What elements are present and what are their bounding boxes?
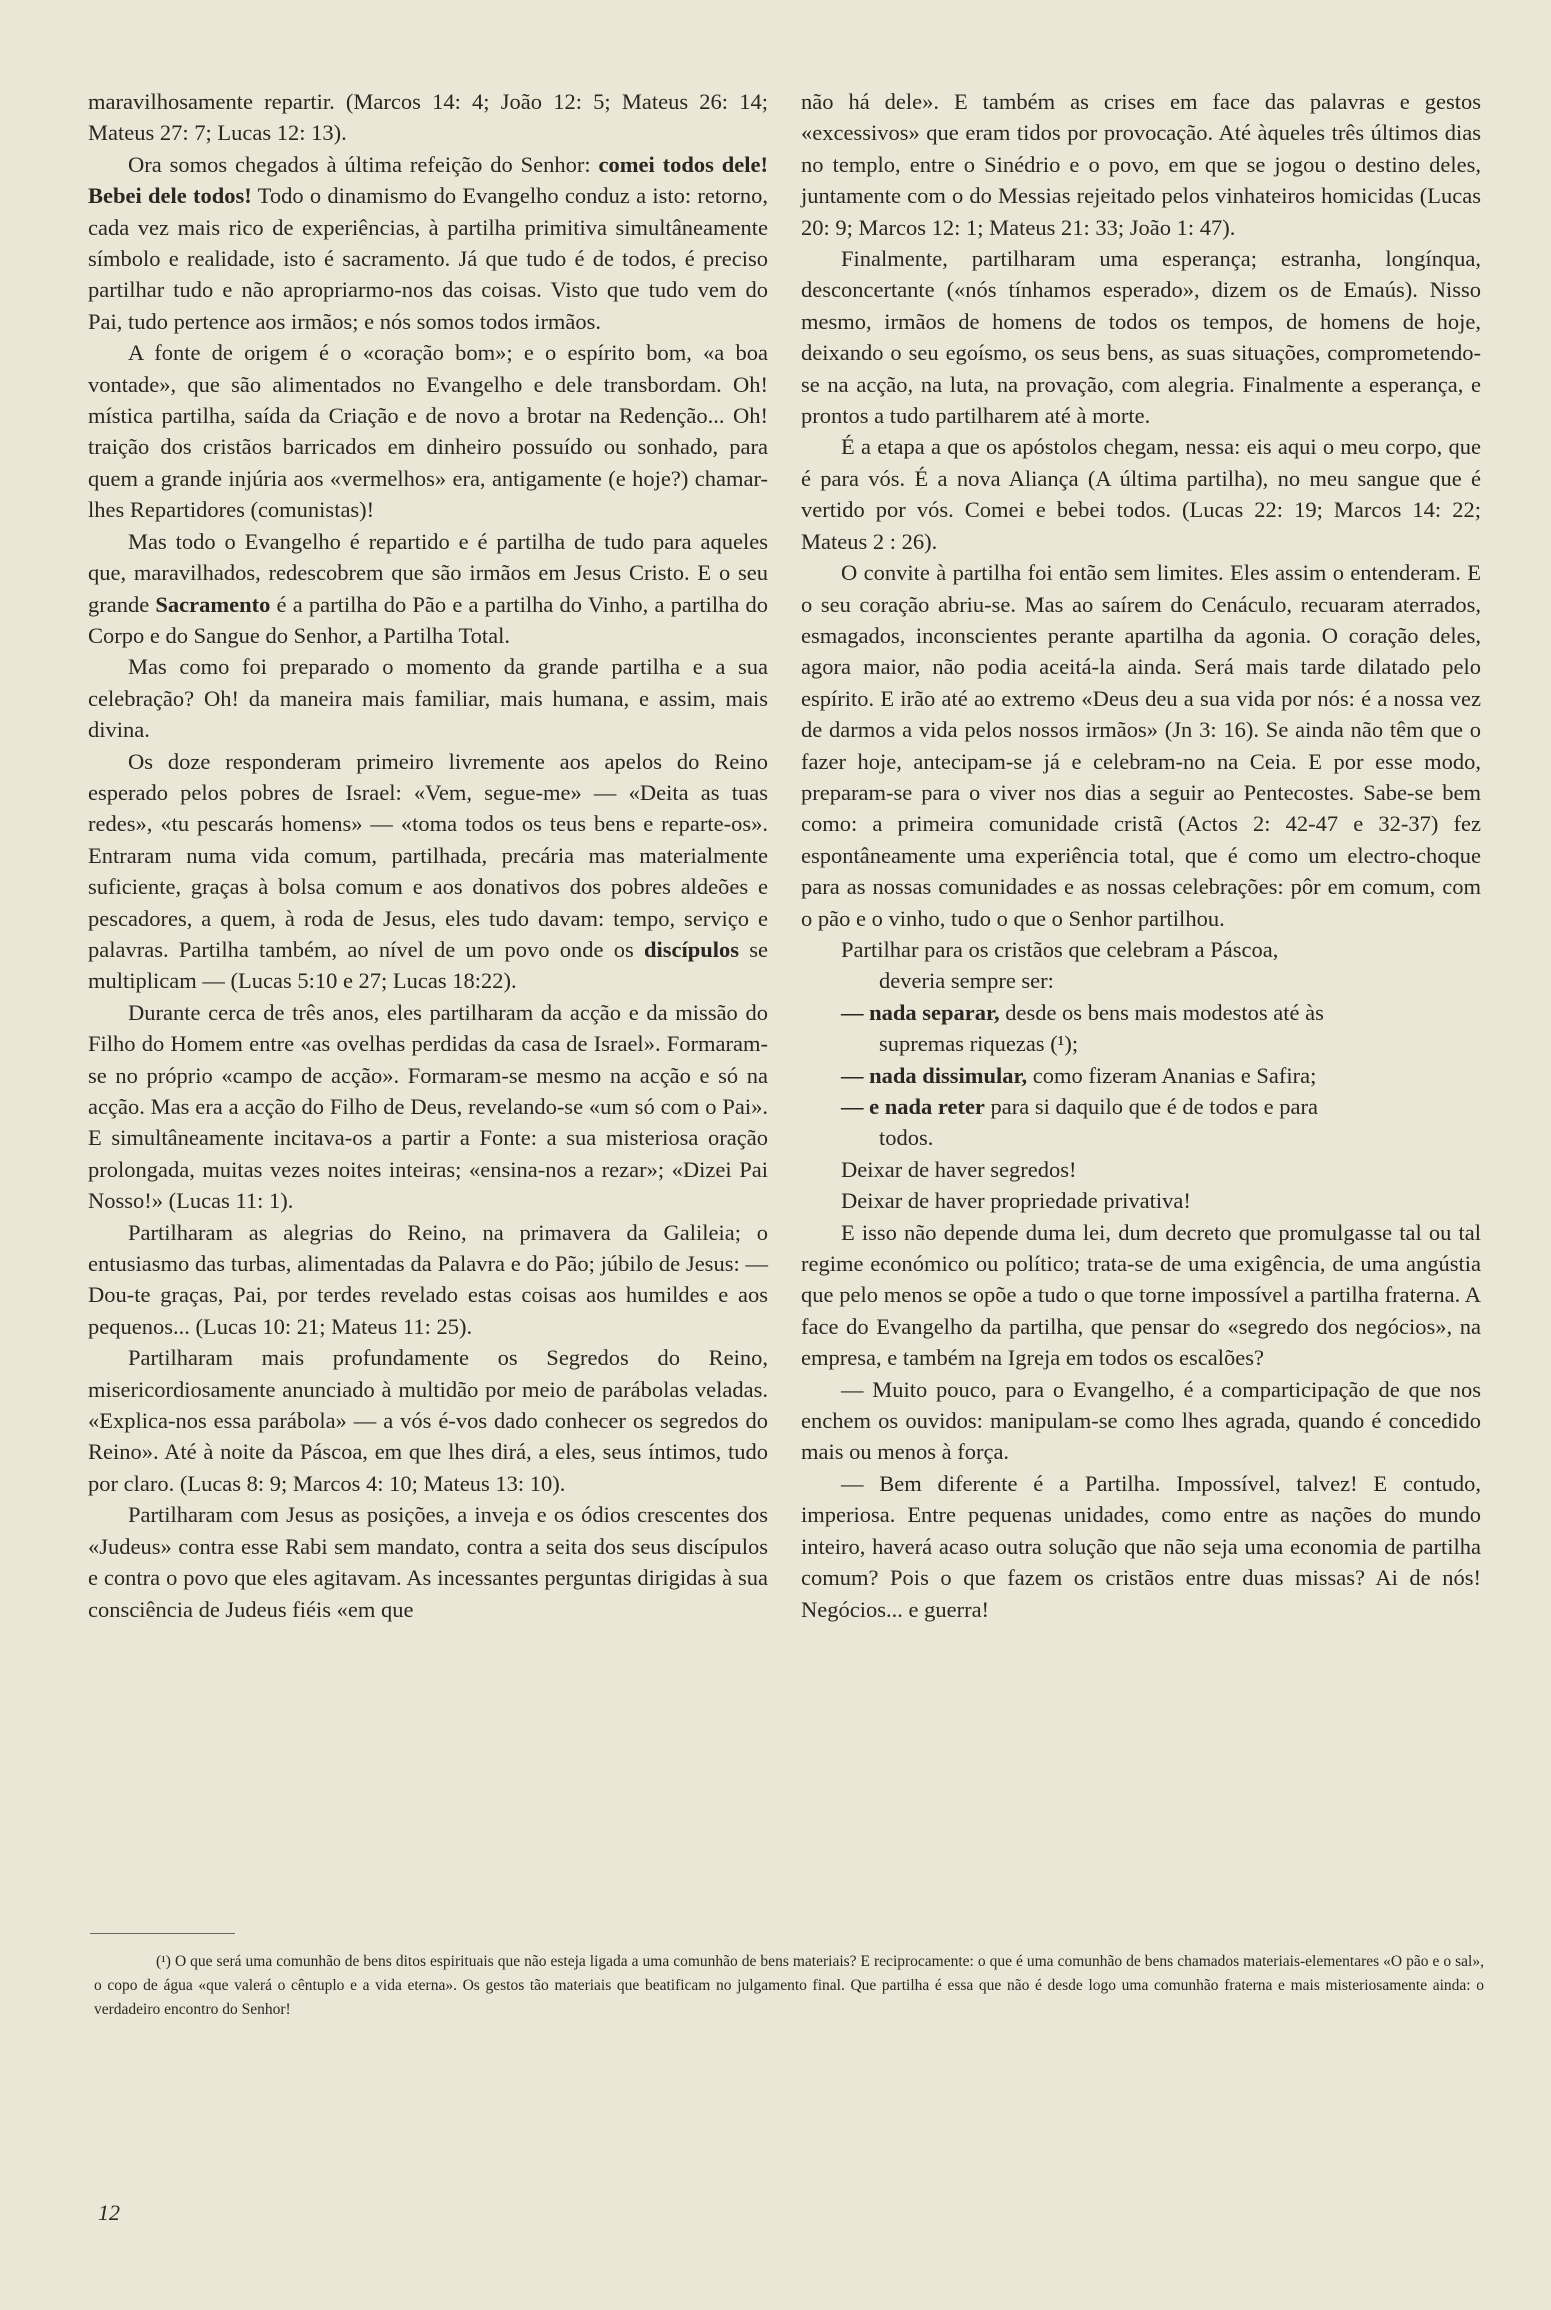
paragraph: Partilharam as alegrias do Reino, na primavera da Galileia; o entusiasmo das turbas, alimentadas da Palavra e do Pão; júbilo de Jesus: — Dou-te graças, Pai, por terdes revelado estas coisas aos humildes e aos pequenos... (Lucas 10: 21; Mateus 11: 25). bbox=[88, 1219, 768, 1339]
footnote-divider bbox=[90, 1933, 235, 1934]
emphasis: Sacramento bbox=[155, 591, 271, 617]
paragraph: É a etapa a que os apóstolos chegam, nessa: eis aqui o meu corpo, que é para vós. É a nova Aliança (A última partilha), no meu sangue que é vertido por vós. Comei e bebei todos. (Lucas 22: 19; Marcos 14: 22; Mateus 2 : 26). bbox=[801, 434, 1481, 554]
left-column bbox=[88, 86, 768, 1625]
exclamation-line: Deixar de haver segredos! bbox=[841, 1156, 1077, 1182]
partilhar-list bbox=[841, 934, 1481, 1217]
paragraph: Partilharam com Jesus as posições, a inveja e os ódios crescentes dos «Judeus» contra esse Rabi sem mandato, contra a seita dos seus discípulos e contra o povo que eles agitavam. As incessantes perguntas dirigidas à sua consciência de Judeus fiéis «em que bbox=[88, 1502, 768, 1622]
right-column bbox=[801, 86, 1481, 1625]
list-item-continuation: supremas riquezas (¹); bbox=[879, 1031, 1079, 1057]
exclamation-line: Deixar de haver propriedade privativa! bbox=[841, 1188, 1191, 1214]
list-item: — e nada reter para si daquilo que é de todos e para bbox=[841, 1094, 1318, 1119]
paragraph: Finalmente, partilharam uma esperança; estranha, longínqua, desconcertante («nós tínhamos esperado», dizem os de Emaús). Nisso mesmo, irmãos de homens de todos os tempos, de homens de hoje, deixando o seu egoísmo, os seus bens, as suas situações, comprometendo-se na acção, na luta, na provação, com alegria. Finalmente a esperança, e prontos a tudo partilharem até à morte. bbox=[801, 246, 1481, 429]
paragraph: Mas todo o Evangelho é repartido e é partilha de tudo para aqueles que, maravilhados, redescobrem que são irmãos em Jesus Cristo. E o seu grande Sacramento é a partilha do Pão e a partilha do Vinho, a partilha do Corpo e do Sangue do Senhor, a Partilha Total. bbox=[88, 528, 768, 648]
list-intro: deveria sempre ser: bbox=[879, 968, 1054, 994]
paragraph: Ora somos chegados à última refeição do Senhor: comei todos dele! Bebei dele todos! Todo o dinamismo do Evangelho conduz a isto: retorno, cada vez mais rico de experiências, à partilha primitiva simultâneamente símbolo e realidade, isto é sacramento. Já que tudo é de todos, é preciso partilhar tudo e não apropriarmo-nos das coisas. Visto que tudo vem do Pai, tudo pertence aos irmãos; e nós somos todos irmãos. bbox=[88, 151, 768, 334]
paragraph: — Muito pouco, para o Evangelho, é a comparticipação de que nos enchem os ouvidos: manipulam-se como lhes agrada, quando é concedido mais ou menos à força. bbox=[801, 1376, 1481, 1465]
paragraph: Durante cerca de três anos, eles partilharam da acção e da missão do Filho do Homem entre «as ovelhas perdidas da casa de Israel». Formaram-se no próprio «campo de acção». Formaram-se mesmo na acção e só na acção. Mas era a acção do Filho de Deus, revelando-se «um só com o Pai». E simultâneamente incitava-os a partir a Fonte: a sua misteriosa oração prolongada, muitas vezes noites inteiras; «ensina-nos a rezar»; «Dizei Pai Nosso!» (Lucas 11: 1). bbox=[88, 999, 768, 1214]
paragraph: E isso não depende duma lei, dum decreto que promulgasse tal ou tal regime económico ou político; trata-se de uma exigência, de uma angústia que pelo menos se opõe a tudo o que torne impossível a partilha fraterna. A face do Evangelho da partilha, que pensar do «segredo dos negócios», na empresa, e também na Igreja em todos os escalões? bbox=[801, 1219, 1481, 1371]
emphasis: comei todos dele! Bebei dele todos! bbox=[88, 151, 768, 209]
paragraph: Os doze responderam primeiro livremente aos apelos do Reino esperado pelos pobres de Israel: «Vem, segue-me» — «Deita as tuas redes», «tu pescarás homens» — «toma todos os teus bens e reparte-os». Entraram numa vida comum, partilhada, precária mas materialmente suficiente, graças à bolsa comum e aos donativos dos pobres aldeões e pescadores, a quem, à roda de Jesus, eles tudo davam: tempo, serviço e palavras. Partilha também, ao nível de um povo onde os discípulos se multiplicam — (Lucas 5:10 e 27; Lucas 18:22). bbox=[88, 748, 768, 994]
paragraph: maravilhosamente repartir. (Marcos 14: 4; João 12: 5; Mateus 26: 14; Mateus 27: 7; Lucas 12: 13). bbox=[88, 89, 768, 146]
paragraph: Partilharam mais profundamente os Segredos do Reino, misericordiosamente anunciado à multidão por meio de parábolas veladas. «Explica-nos essa parábola» — a vós é-vos dado conhecer os segredos do Reino». Até à noite da Páscoa, em que lhes dirá, a eles, seus íntimos, tudo por claro. (Lucas 8: 9; Marcos 4: 10; Mateus 13: 10). bbox=[88, 1345, 768, 1496]
list-item: — nada separar, desde os bens mais modestos até às bbox=[841, 999, 1324, 1025]
emphasis: discípulos bbox=[643, 936, 740, 962]
list-item-continuation: todos. bbox=[879, 1125, 934, 1151]
footnote: (¹) O que será uma comunhão de bens ditos espirituais que não esteja ligada a uma comunhão de bens materiais? E reciprocamente: o que é uma comunhão de bens chamados materiais-elementares «O pão e o sal», o copo de água «que valerá o cêntuplo e a vida eterna». Os gestos tão materiais que beatificam no julgamento final. Que partilha é essa que não é desde logo uma comunhão fraterna e mais misteriosamente ainda: o verdadeiro encontro do Senhor! bbox=[94, 1953, 1484, 2018]
page-number: 12 bbox=[98, 2200, 120, 2225]
list-item: — nada dissimular, como fizeram Ananias e Safira; bbox=[841, 1062, 1317, 1088]
list-intro: Partilhar para os cristãos que celebram a Páscoa, bbox=[841, 936, 1279, 962]
paragraph: não há dele». E também as crises em face das palavras e gestos «excessivos» que eram tidos por provocação. Até àqueles três últimos dias no templo, entre o Sinédrio e o povo, em que se jogou o destino deles, juntamente com o do Messias rejeitado pelos vinhateiros homicidas (Lucas 20: 9; Marcos 12: 1; Mateus 21: 33; João 1: 47). bbox=[801, 89, 1481, 240]
paragraph: — Bem diferente é a Partilha. Impossível, talvez! E contudo, imperiosa. Entre pequenas unidades, como entre as nações do mundo inteiro, haverá acaso outra solução que não seja uma economia de partilha comum? Pois o que fazem os cristãos entre duas missas? Ai de nós! Negócios... e guerra! bbox=[801, 1470, 1481, 1622]
paragraph: A fonte de origem é o «coração bom»; e o espírito bom, «a boa vontade», que são alimentados no Evangelho e dele transbordam. Oh! mística partilha, saída da Criação e de novo a brotar na Redenção... Oh! traição dos cristãos barricados em dinheiro possuído ou sonhado, para quem a grande injúria aos «vermelhos» era, antigamente (e hoje?) chamar-lhes Repartidores (comunistas)! bbox=[88, 340, 768, 523]
paragraph: O convite à partilha foi então sem limites. Eles assim o entenderam. E o seu coração abriu-se. Mas ao saírem do Cenáculo, recuaram aterrados, esmagados, inconscientes perante apartilha da agonia. O coração deles, agora maior, não podia aceitá-la ainda. Será mais tarde dilatado pelo espírito. E irão até ao extremo «Deus deu a sua vida por nós: é a nossa vez de darmos a vida pelos nossos irmãos» (Jn 3: 16). Se ainda não têm que o fazer hoje, antecipam-se já e celebram-no na Ceia. E por esse modo, preparam-se para o viver nos dias a seguir ao Pentecostes. Sabe-se bem como: a primeira comunidade cristã (Actos 2: 42-47 e 32-37) fez espontâneamente uma experiência total, que é como um electro-choque para as nossas comunidades e as nossas celebrações: pôr em comum, com o pão e o vinho, tudo o que o Senhor partilhou. bbox=[801, 560, 1481, 931]
paragraph: Mas como foi preparado o momento da grande partilha e a sua celebração? Oh! da maneira mais familiar, mais humana, e assim, mais divina. bbox=[88, 654, 768, 743]
